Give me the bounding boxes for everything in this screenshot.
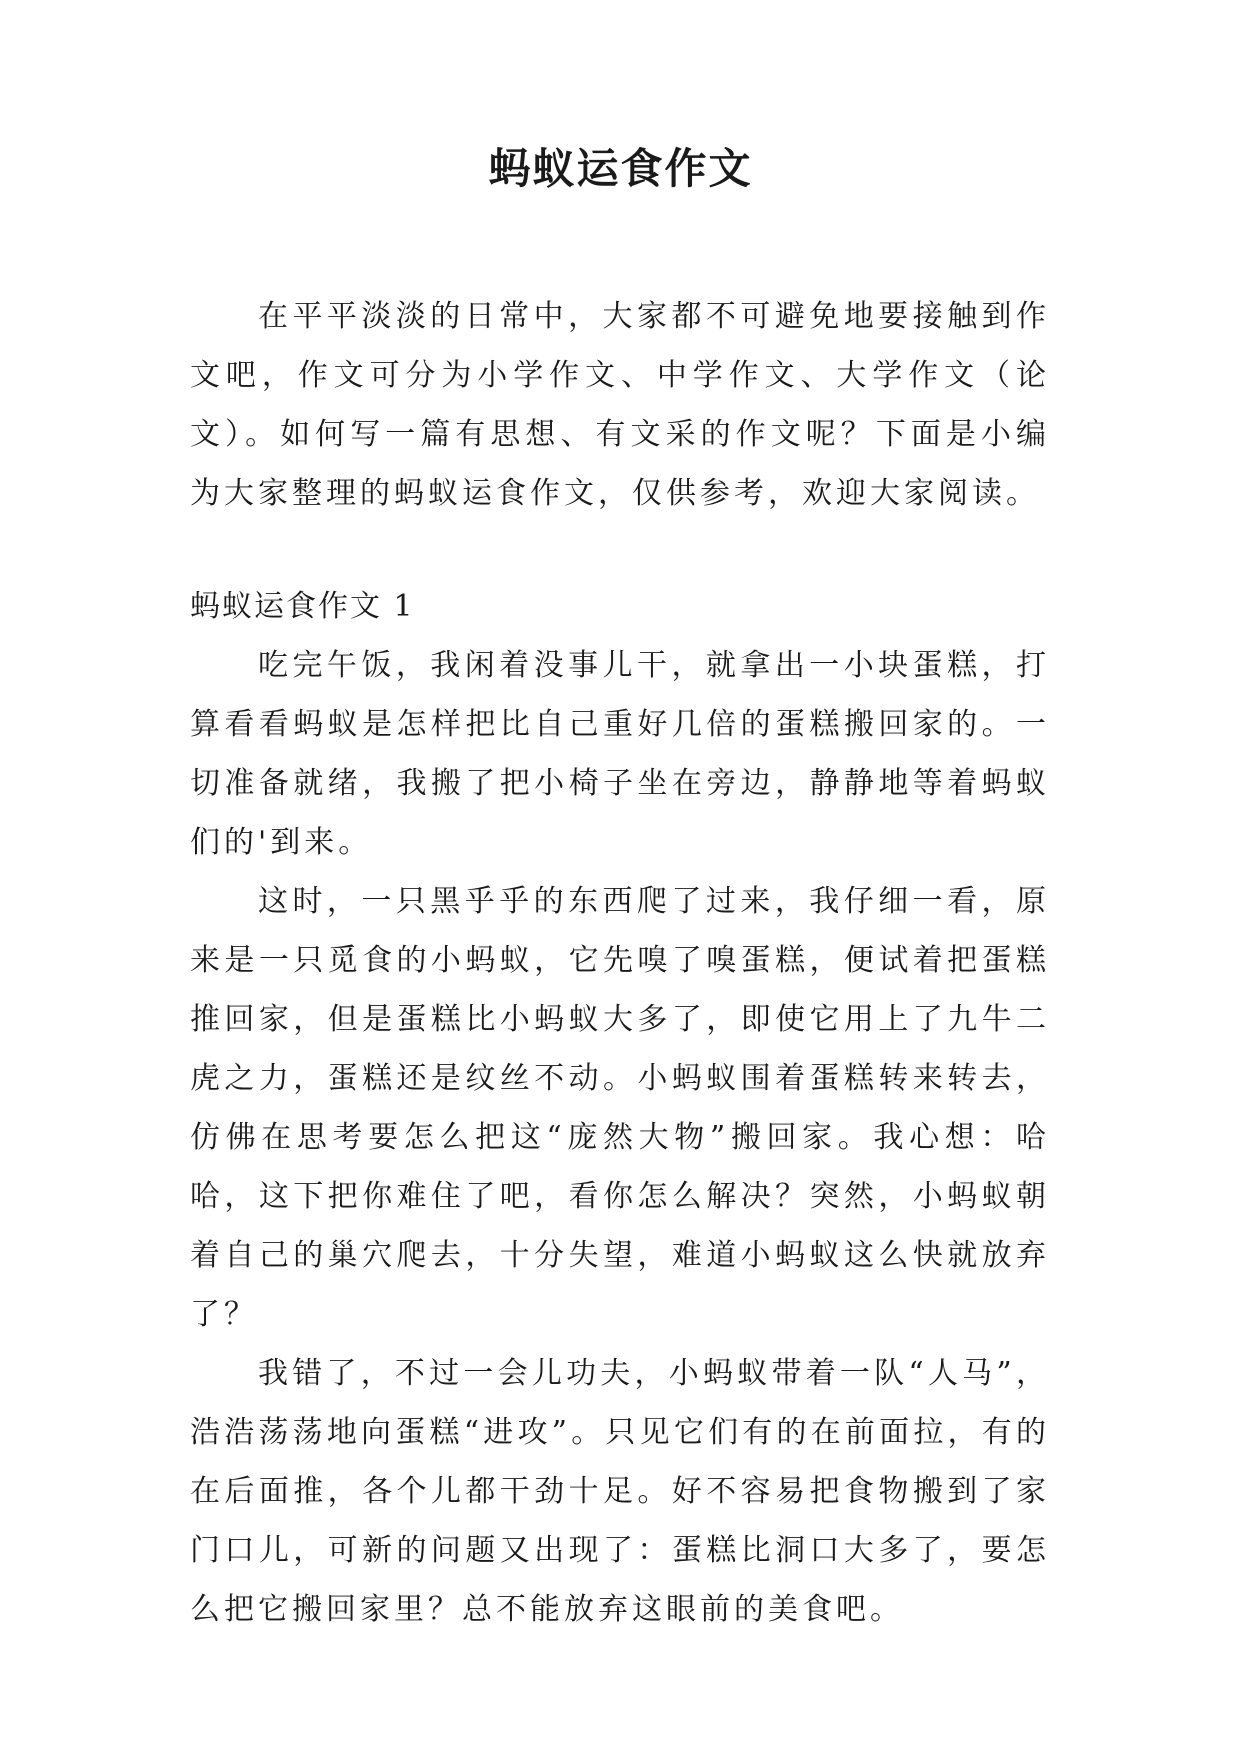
- body-paragraph: 这时，一只黑乎乎的东西爬了过来，我仔细一看，原来是一只觅食的小蚂蚁，它先嗅了嗅蛋糕，便试着把蛋糕推回家，但是蛋糕比小蚂蚁大多了，即使它用上了九牛二虎之力，蛋糕还是纹丝不动。小蚂蚁围着蛋糕转来转去，仿佛在思考要怎么把这“庞然大物”搬回家。我心想：哈哈，这下把你难住了吧，看你怎么解决？突然，小蚂蚁朝着自己的巢穴爬去，十分失望，难道小蚂蚁这么快就放弃了？: [190, 884, 1050, 1332]
- section-heading: 蚂蚁运食作文 1: [190, 589, 415, 624]
- body-paragraph: 我错了，不过一会儿功夫，小蚂蚁带着一队“人马”，浩浩荡荡地向蛋糕“进攻”。只见它们有的在前面拉，有的在后面推，各个儿都干劲十足。好不容易把食物搬到了家门口儿，可新的问题又出现了：蛋糕比洞口大多了，要怎么把它搬回家里？总不能放弃这眼前的美食吧。: [190, 1356, 1050, 1627]
- intro-paragraph: 在平平淡淡的日常中，大家都不可避免地要接触到作文吧，作文可分为小学作文、中学作文、大学作文（论文）。如何写一篇有思想、有文采的作文呢？下面是小编为大家整理的蚂蚁运食作文，仅供参考，欢迎大家阅读。: [190, 299, 1050, 511]
- document-body: [190, 287, 1050, 1639]
- document-title: 蚂蚁运食作文: [488, 144, 753, 193]
- body-paragraph: 吃完午饭，我闲着没事儿干，就拿出一小块蛋糕，打算看看蚂蚁是怎样把比自己重好几倍的蛋糕搬回家的。一切准备就绪，我搬了把小椅子坐在旁边，静静地等着蚂蚁们的'到来。: [190, 648, 1050, 860]
